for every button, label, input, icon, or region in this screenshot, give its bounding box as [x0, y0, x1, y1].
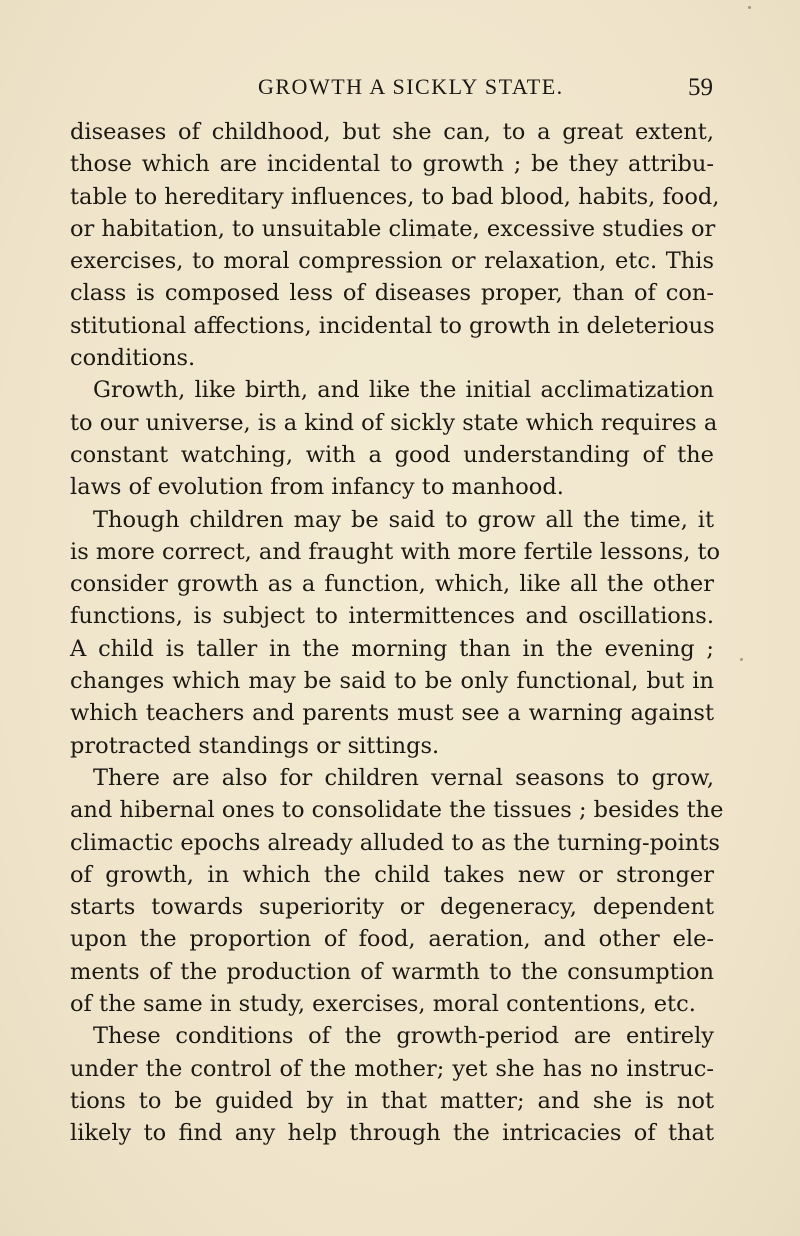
text-line: table to hereditary influences, to bad blood, habits, food, [70, 183, 720, 210]
page-header [258, 74, 713, 108]
text-line: diseases of childhood, but she can, to a great extent, [70, 119, 714, 145]
text-line: those which are incidental to growth ; be they attribu- [70, 151, 714, 178]
paragraph-start-line: There are also for children vernal seasons to grow, [93, 764, 714, 791]
text-line: class is composed less of diseases proper, than of con- [70, 280, 714, 307]
paper-speck [432, 236, 435, 239]
text-line: stitutional affections, incidental to growth in deleterious [70, 312, 715, 339]
text-line: is more correct, and fraught with more fertile lessons, to [70, 538, 721, 565]
text-line: consider growth as a function, which, like all the other [70, 571, 714, 598]
text-line: conditions. [70, 345, 196, 372]
running-head: GROWTH A SICKLY STATE. [258, 74, 564, 99]
text-line: changes which may be said to be only functional, but in [70, 668, 714, 695]
paragraph-start-line: These conditions of the growth-period are entirely [93, 1023, 714, 1050]
paragraph-start-line: Though children may be said to grow all the time, it [93, 506, 714, 533]
text-line: under the control of the mother; yet she has no instruc- [70, 1055, 714, 1082]
text-line: which teachers and parents must see a warning against [70, 700, 714, 727]
text-line: of growth, in which the child takes new or stronger [70, 861, 714, 888]
text-line: to our universe, is a kind of sickly state which requires a [70, 409, 718, 436]
paper-speck [748, 6, 751, 9]
text-line: likely to find any help through the intricacies of that [70, 1120, 714, 1147]
text-line: of the same in study, exercises, moral contentions, etc. [70, 991, 696, 1018]
paper-speck [740, 658, 743, 661]
text-line: tions to be guided by in that matter; and she is not [70, 1087, 714, 1114]
text-line: functions, is subject to intermittences and oscillations. [70, 603, 714, 630]
text-line: starts towards superiority or degeneracy, dependent [70, 894, 714, 921]
text-line: ments of the production of warmth to the consumption [70, 958, 714, 985]
text-line: constant watching, with a good understanding of the [70, 441, 714, 468]
text-line: A child is taller in the morning than in the evening ; [70, 635, 714, 662]
text-line: exercises, to moral compression or relaxation, etc. This [70, 248, 714, 275]
text-line: laws of evolution from infancy to manhood. [70, 474, 564, 501]
body-text [70, 116, 724, 1150]
text-line: or habitation, to unsuitable climate, excessive studies or [70, 215, 716, 242]
text-line: protracted standings or sittings. [70, 732, 440, 759]
text-line: climactic epochs already alluded to as the turning-points [70, 829, 720, 856]
paragraph-start-line: Growth, like birth, and like the initial acclimatization [93, 377, 714, 404]
page-number: 59 [688, 74, 713, 101]
text-line: upon the proportion of food, aeration, and other ele- [70, 926, 714, 953]
text-line: and hibernal ones to consolidate the tissues ; besides the [70, 797, 724, 824]
